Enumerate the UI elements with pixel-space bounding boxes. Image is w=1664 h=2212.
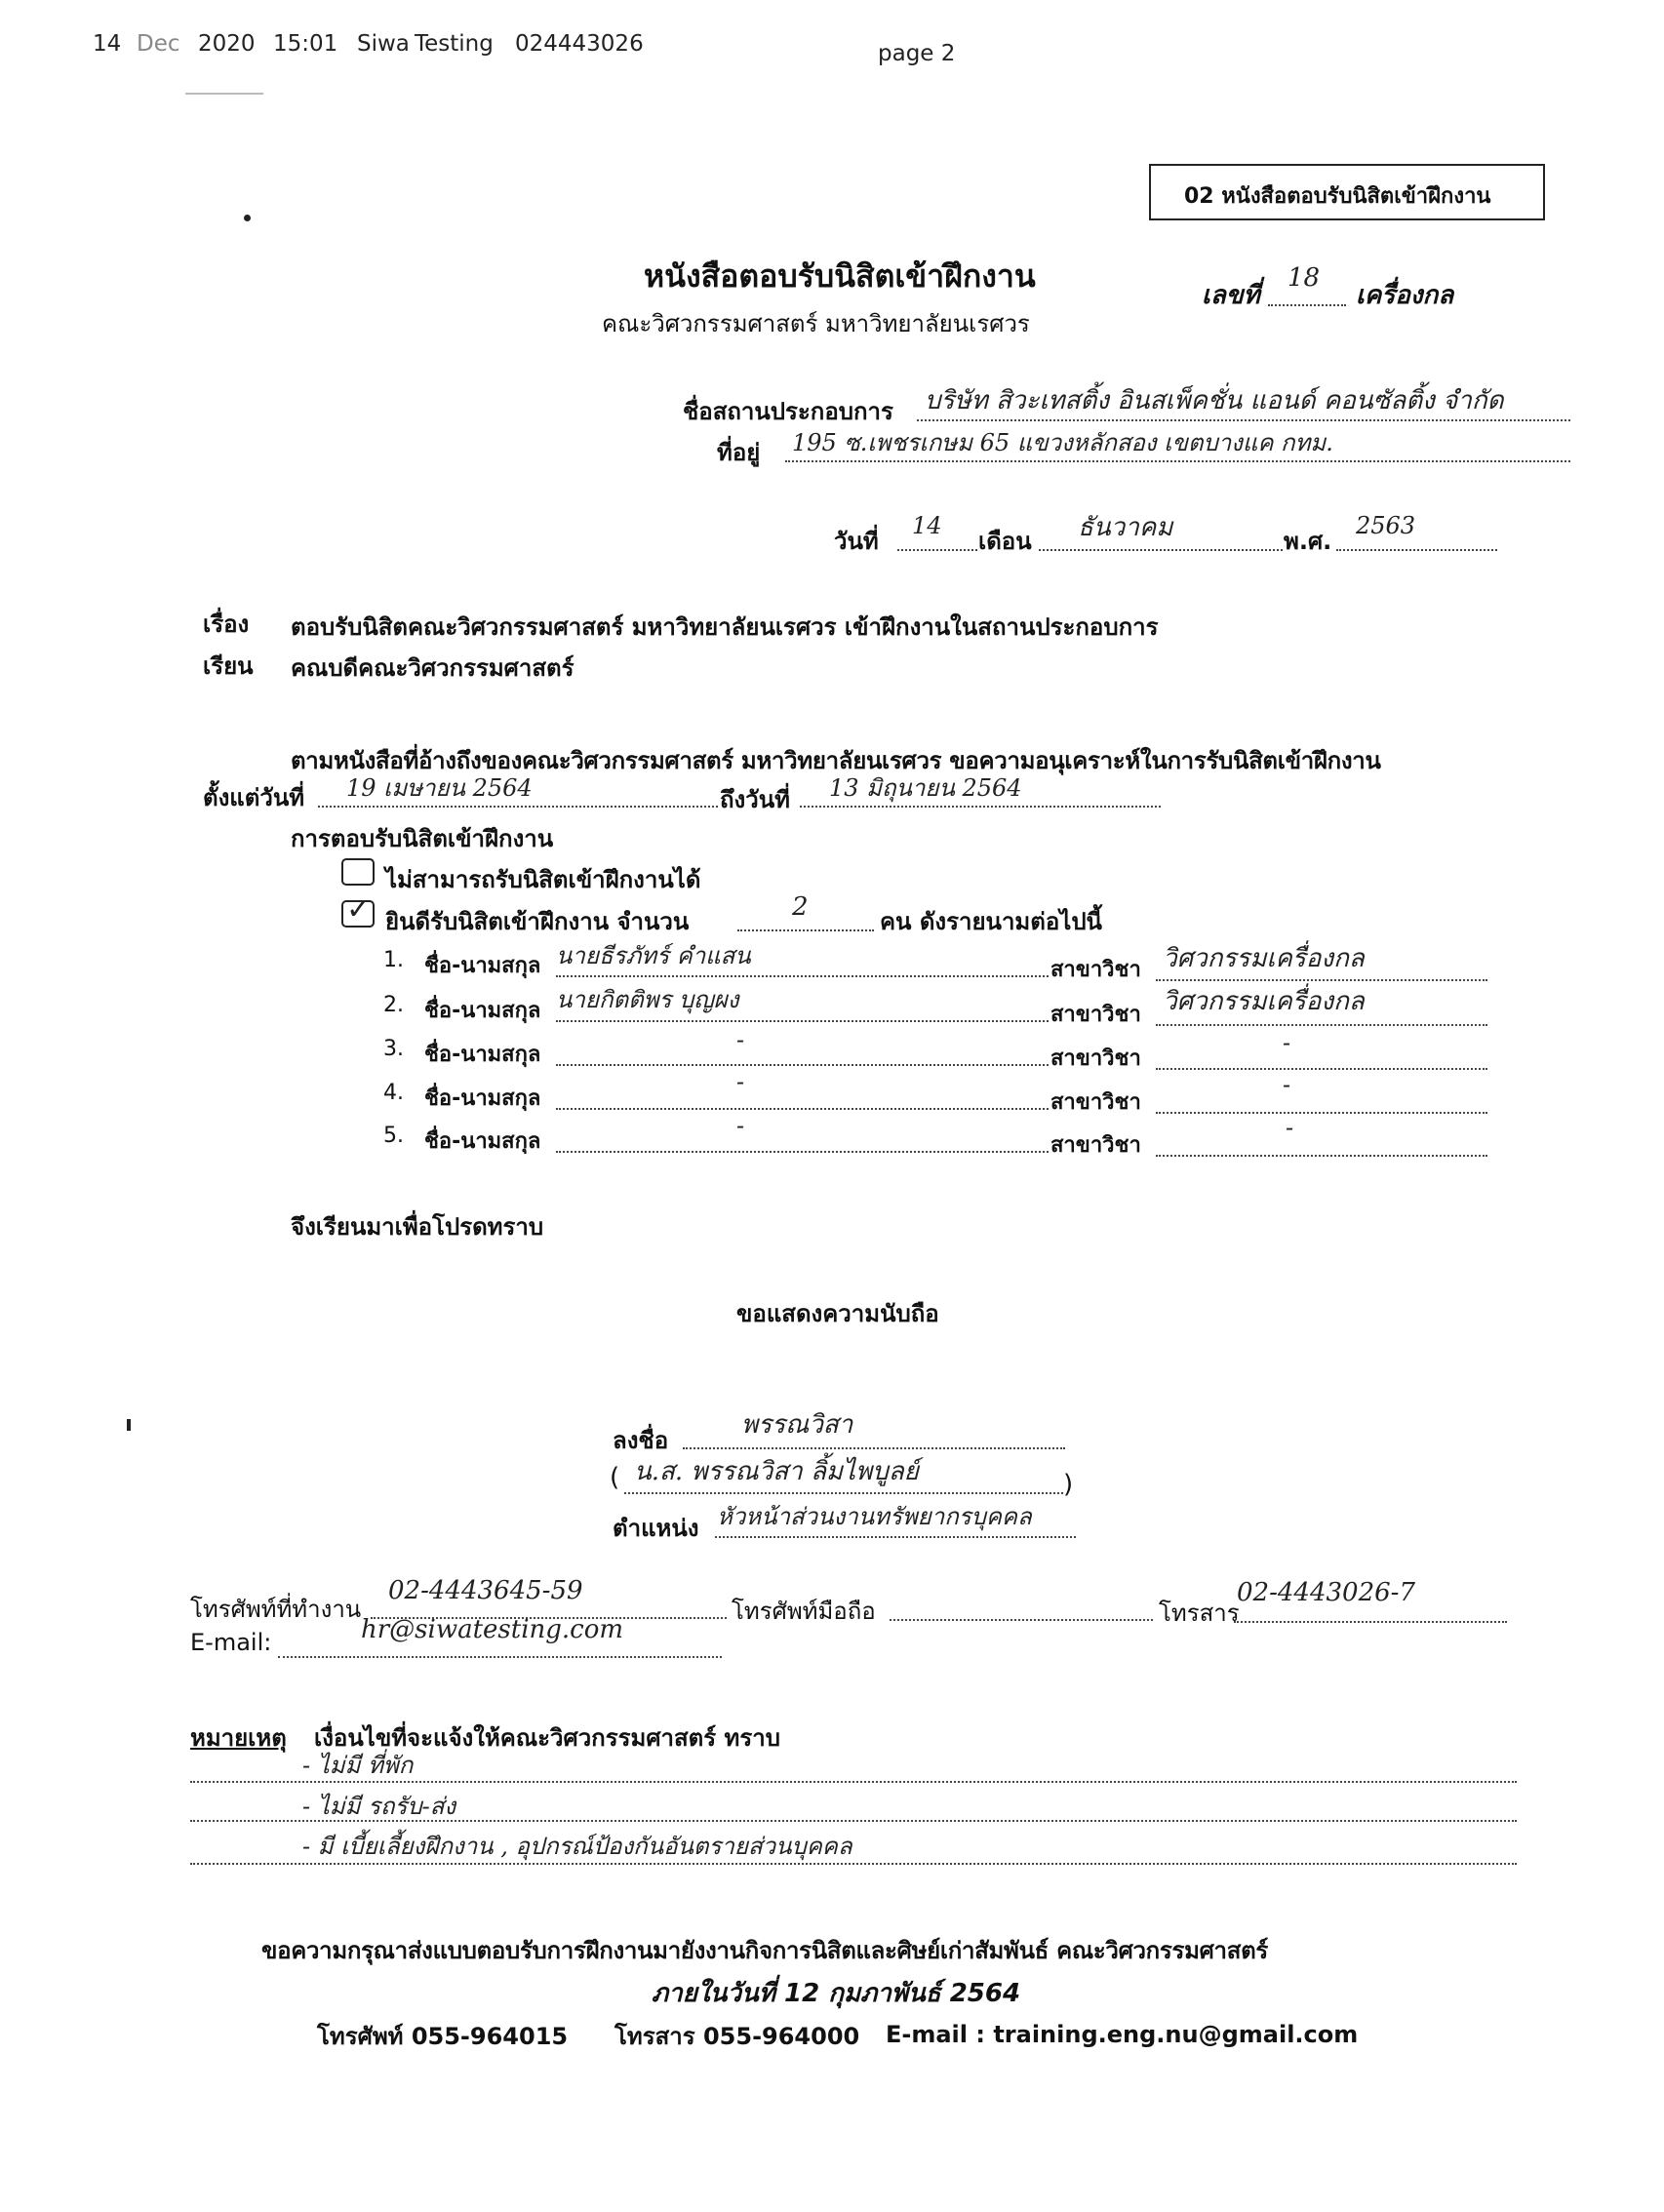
email-value: hr@siwatesting.com [361, 1615, 624, 1644]
scan-dot [244, 215, 251, 221]
company-address-value: 195 ซ.เพชรเกษม 65 แขวงหลักสอง เขตบางแค กทม. [792, 429, 1333, 456]
student-no: 5. [383, 1124, 404, 1148]
subject-label: เรื่อง [203, 611, 250, 638]
fax-page: page 2 [878, 41, 956, 66]
page-subtitle: คณะวิศวกรรมศาสตร์ มหาวิทยาลัยนเรศวร [602, 310, 1030, 337]
body-text: ตามหนังสือที่อ้างถึงของคณะวิศวกรรมศาสตร์ มหาวิทยาลัยนเรศวร ขอความอนุเคราะห์ในการรับนิสิตเข้าฝึกงาน [291, 747, 1381, 774]
period-from-label: ตั้งแต่วันที่ [203, 784, 305, 811]
regards-text: ขอแสดงความนับถือ [736, 1300, 939, 1327]
fax-value: 02-4443026-7 [1237, 1578, 1415, 1607]
footer-fax: โทรสาร 055-964000 [614, 2023, 860, 2050]
date-month-label: เดือน [978, 528, 1032, 555]
footer-line-1: ขอความกรุณาส่งแบบตอบรับการฝึกงานมายังงานกิจการนิสิตและศิษย์เก่าสัมพันธ์ คณะวิศวกรรมศาสตร์ [261, 1937, 1268, 1964]
student-major-dots [1156, 1068, 1487, 1070]
student-no: 2. [383, 993, 404, 1017]
fax-sender-2: Testing [415, 31, 494, 57]
accept-count: 2 [792, 892, 809, 922]
form-code: 02 หนังสือตอบรับนิสิตเข้าฝึกงาน [1184, 184, 1491, 209]
student-name-dots [556, 1108, 1049, 1110]
accept-count-dots [737, 929, 874, 931]
reject-option-label: ไม่สามารถรับนิสิตเข้าฝึกงานได้ [385, 866, 701, 893]
closing-text: จึงเรียนมาเพื่อโปรดทราบ [291, 1213, 544, 1241]
remark-item: - ไม่มี ที่พัก [302, 1752, 414, 1779]
student-name-label: ชื่อ-นามสกุล [424, 1129, 541, 1154]
mobile-dots [890, 1619, 1153, 1621]
footer-phone: โทรศัพท์ 055-964015 [317, 2023, 569, 2050]
footer-line-2: ภายในวันที่ 12 กุมภาพันธ์ 2564 [652, 1979, 1021, 2008]
student-name: - [736, 1112, 745, 1139]
remark-item: - มี เบี้ยเลี้ยงฝึกงาน , อุปกรณ์ป้องกันอันตรายส่วนบุคคล [302, 1833, 852, 1860]
period-to-value: 13 มิถุนายน 2564 [829, 774, 1022, 802]
student-name-label: ชื่อ-นามสกุล [424, 1043, 541, 1067]
printed-name-dots [624, 1492, 1063, 1494]
printed-name: น.ส. พรรณวิสา ลิ้มไพบูลย์ [634, 1457, 919, 1486]
recipient-text: คณบดีคณะวิศวกรรมศาสตร์ [291, 654, 574, 682]
recipient-label: เรียน [203, 652, 254, 680]
email-dots [278, 1656, 722, 1658]
position-value: หัวหน้าส่วนงานทรัพยากรบุคคล [717, 1503, 1032, 1530]
date-day-value: 14 [912, 512, 942, 539]
student-major-label: สาขาวิชา [1050, 1047, 1141, 1071]
student-name-label: ชื่อ-นามสกุล [424, 954, 541, 978]
signature-value: พรรณวิสา [741, 1410, 853, 1440]
student-major-label: สาขาวิชา [1050, 958, 1141, 982]
date-month-dots [1039, 549, 1283, 551]
scan-mark [185, 93, 263, 95]
remarks-label: หมายเหตุ [190, 1724, 287, 1752]
student-no: 3. [383, 1037, 404, 1061]
student-name: - [736, 1068, 745, 1095]
period-from-value: 19 เมษายน 2564 [346, 774, 533, 802]
remarks-heading: เงื่อนไขที่จะแจ้งให้คณะวิศวกรรมศาสตร์ ทราบ [314, 1724, 780, 1752]
date-day-dots [897, 549, 977, 551]
footer-email: E-mail : training.eng.nu@gmail.com [886, 2021, 1359, 2048]
student-name-label: ชื่อ-นามสกุล [424, 999, 541, 1023]
date-year-label: พ.ศ. [1284, 528, 1332, 555]
student-name-dots [556, 975, 1049, 977]
remark-item: - ไม่มี รถรับ-ส่ง [302, 1793, 456, 1820]
student-major: - [1286, 1114, 1294, 1141]
student-major-label: สาขาวิชา [1050, 1003, 1141, 1027]
date-month-value: ธันวาคม [1078, 513, 1173, 542]
email-label: E-mail: [190, 1629, 272, 1656]
reject-checkbox[interactable] [341, 858, 375, 886]
fax-month: Dec [137, 31, 180, 57]
accept-check-mark: ✓ [346, 892, 372, 927]
acceptance-heading: การตอบรับนิสิตเข้าฝึกงาน [291, 825, 554, 852]
student-major: - [1283, 1029, 1291, 1056]
office-phone: 02-4443645-59 [388, 1576, 583, 1605]
doc-number-value: 18 [1288, 263, 1321, 293]
student-major-label: สาขาวิชา [1050, 1090, 1141, 1115]
signature-label: ลงชื่อ [613, 1427, 669, 1454]
accept-option-label: ยินดีรับนิสิตเข้าฝึกงาน จำนวน [385, 908, 690, 935]
student-major: - [1283, 1071, 1291, 1098]
student-no: 1. [383, 948, 404, 972]
fax-dots [1234, 1621, 1507, 1623]
position-dots [715, 1536, 1076, 1538]
date-day-label: วันที่ [834, 528, 879, 555]
student-name-dots [556, 1151, 1049, 1153]
subject-text: ตอบรับนิสิตคณะวิศวกรรมศาสตร์ มหาวิทยาลัยนเรศวร เข้าฝึกงานในสถานประกอบการ [291, 613, 1159, 641]
student-name-dots [556, 1064, 1049, 1066]
student-major: วิศวกรรมเครื่องกล [1163, 987, 1365, 1016]
student-major-dots [1156, 1112, 1487, 1114]
fax-year: 2020 [198, 31, 256, 57]
fax-time: 15:01 [273, 31, 338, 57]
student-major-dots [1156, 1155, 1487, 1157]
signature-paren-open: ( [610, 1463, 620, 1492]
student-name: นายกิตติพร บุญผง [556, 986, 739, 1013]
company-name-value: บริษัท สิวะเทสติ้ง อินสเพ็คชั่น แอนด์ คอนซัลติ้ง จำกัด [925, 386, 1504, 415]
position-label: ตำแหน่ง [613, 1515, 699, 1542]
fax-number: 024443026 [515, 31, 644, 57]
student-major: วิศวกรรมเครื่องกล [1163, 944, 1365, 973]
accept-checkbox[interactable] [341, 892, 375, 928]
company-address-label: ที่อยู่ [717, 439, 761, 466]
student-major-label: สาขาวิชา [1050, 1133, 1141, 1158]
office-phone-label: โทรศัพท์ที่ทำงาน [190, 1596, 362, 1623]
fax-label: โทรสาร [1159, 1600, 1240, 1627]
page-title: หนังสือตอบรับนิสิตเข้าฝึกงาน [644, 257, 1036, 295]
signature-paren-close: ) [1063, 1470, 1074, 1499]
student-major-dots [1156, 1024, 1487, 1026]
fax-day: 14 [93, 31, 122, 57]
date-year-dots [1336, 549, 1497, 551]
signature-dots [683, 1447, 1065, 1449]
period-to-label: ถึงวันที่ [720, 786, 790, 813]
date-year-value: 2563 [1356, 512, 1416, 539]
doc-number-dept: เครื่องกล [1356, 281, 1454, 310]
fax-sender: Siwa [357, 31, 410, 57]
student-name-label: ชื่อ-นามสกุล [424, 1086, 541, 1111]
scan-dot-2 [127, 1419, 131, 1431]
student-name-dots [556, 1020, 1049, 1022]
company-name-label: ชื่อสถานประกอบการ [683, 398, 893, 425]
student-name: - [736, 1026, 745, 1053]
mobile-label: โทรศัพท์มือถือ [732, 1598, 876, 1625]
form-code-box [1149, 164, 1545, 220]
student-no: 4. [383, 1081, 404, 1105]
doc-number-label: เลขที่ [1202, 281, 1260, 310]
accept-count-suffix: คน ดังรายนามต่อไปนี้ [880, 908, 1102, 935]
doc-number-dots [1268, 304, 1346, 306]
student-name: นายธีรภัทร์ คำแสน [556, 942, 751, 969]
